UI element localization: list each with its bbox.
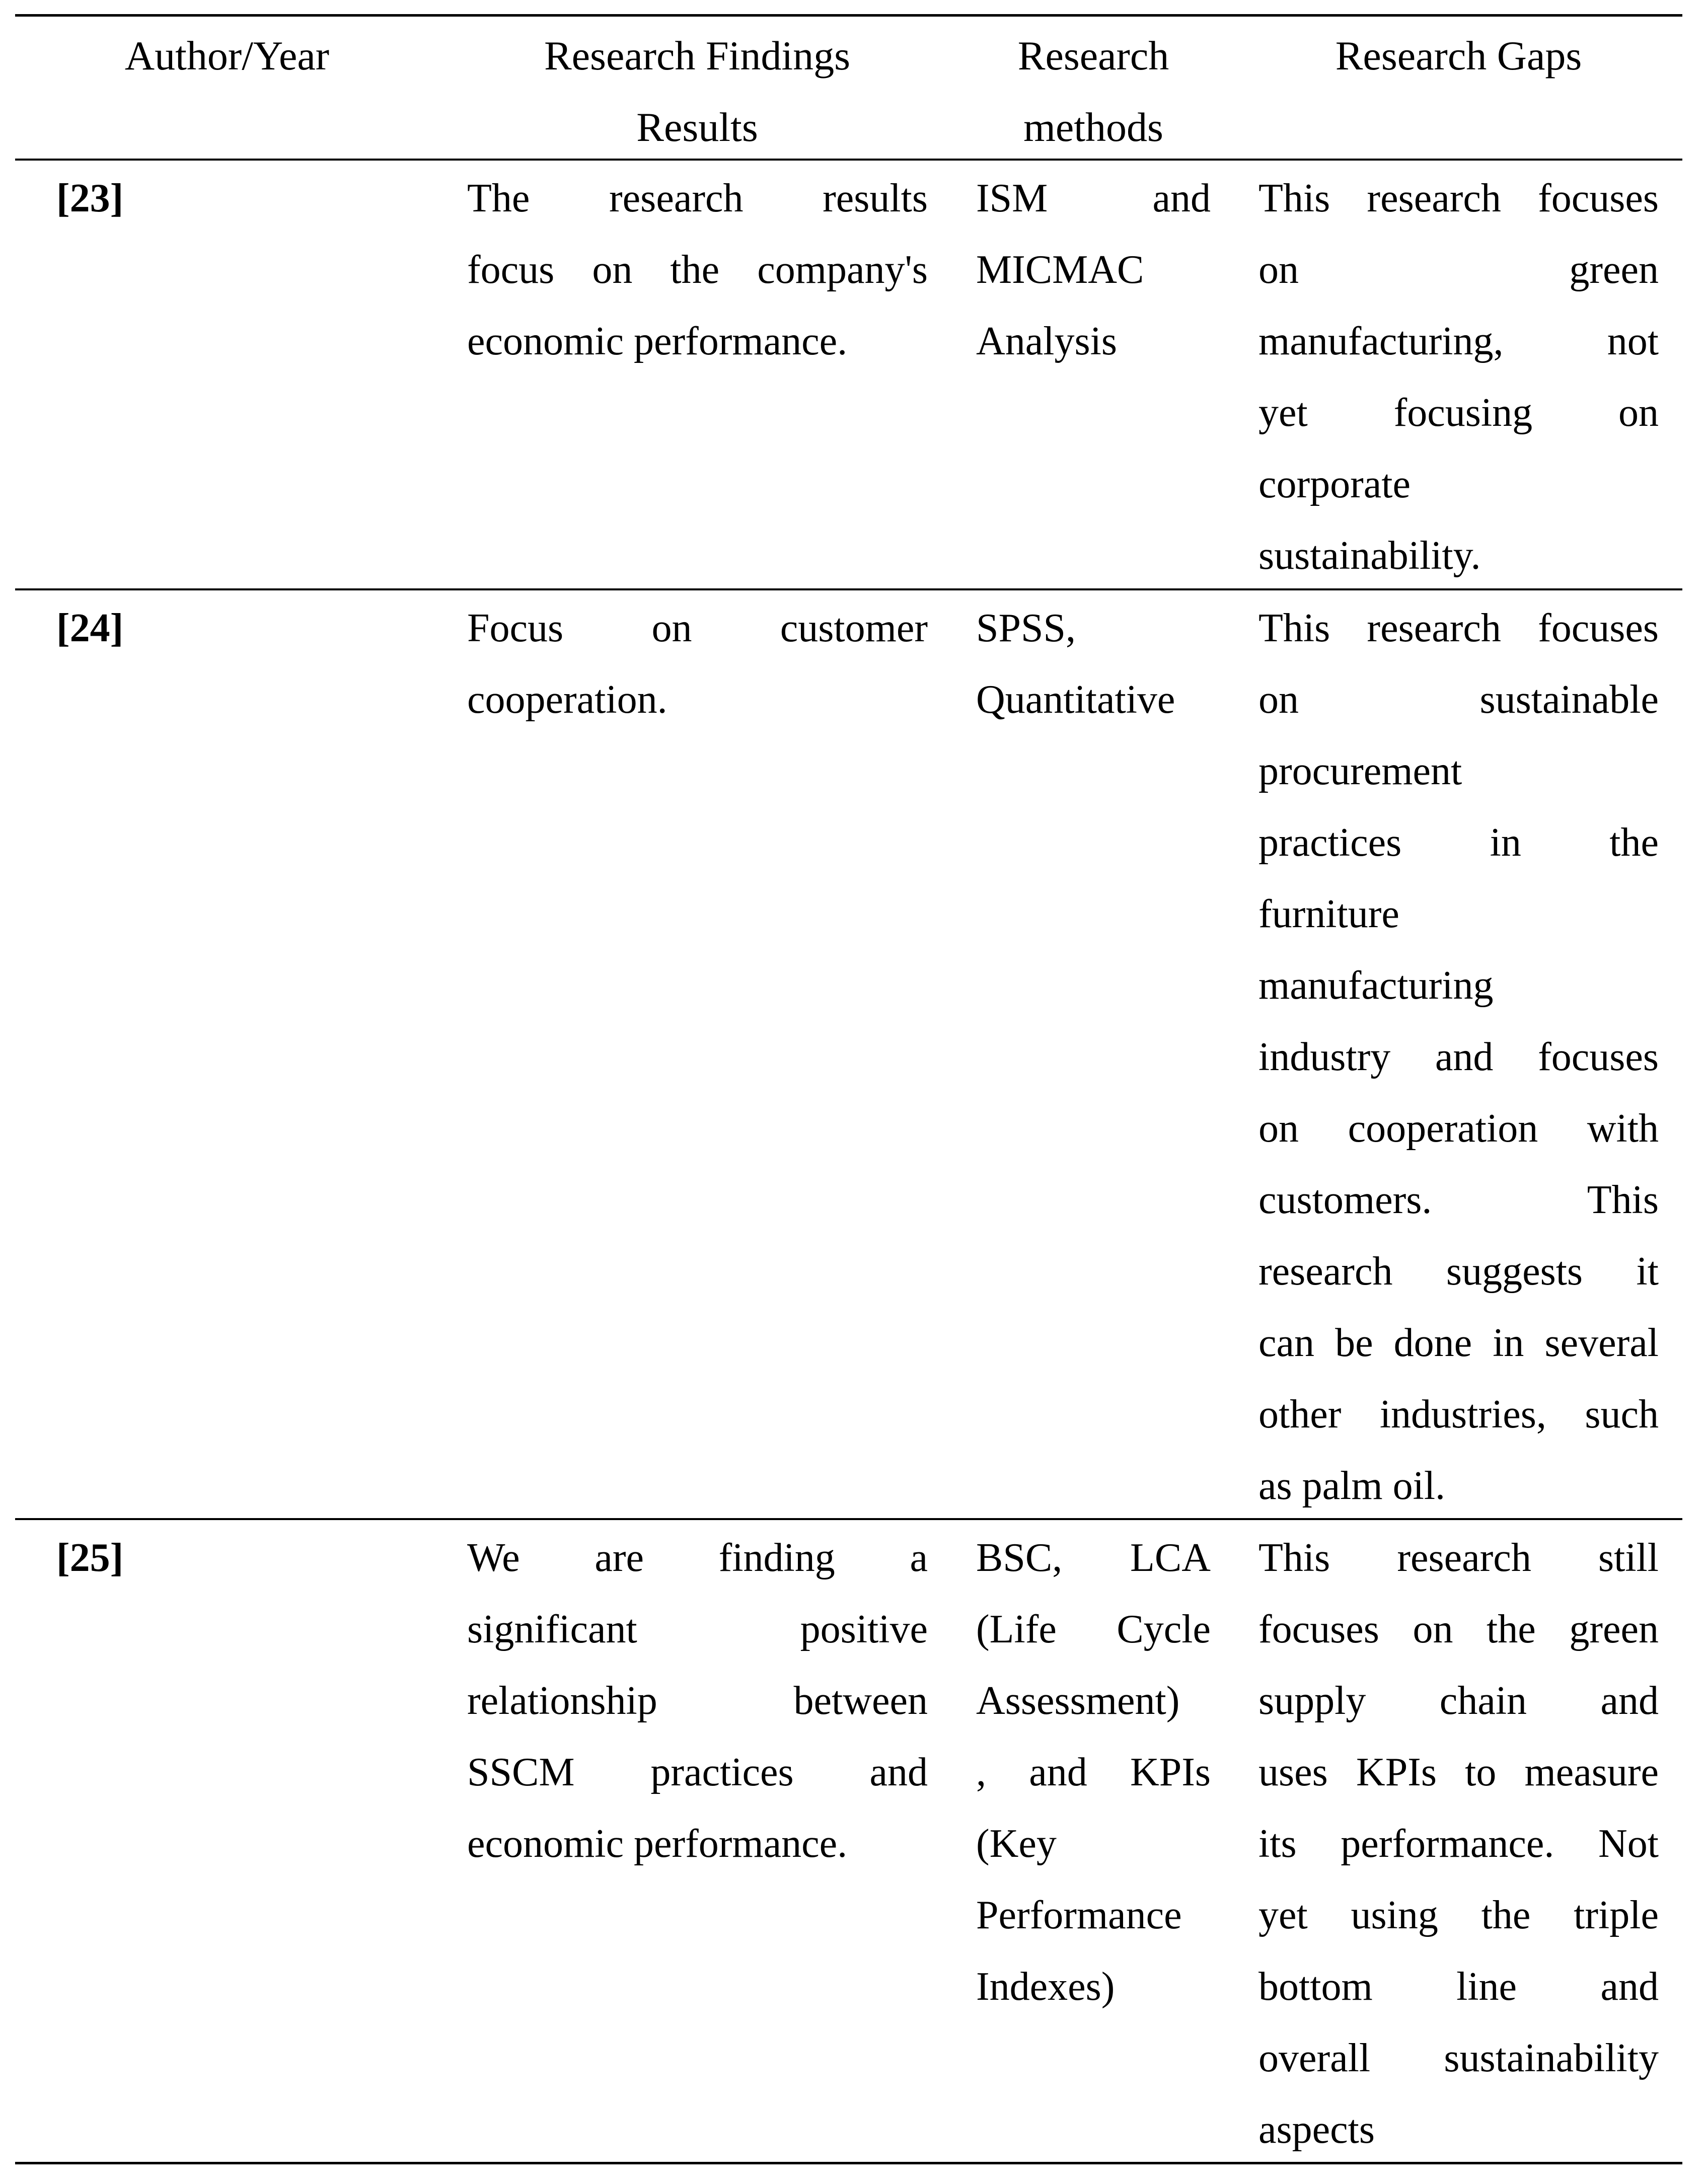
text-line: ISM and (976, 176, 1211, 220)
text-line: manufacturing (1258, 963, 1494, 1008)
text-line: Assessment) (976, 1679, 1180, 1723)
row-findings-cell (467, 592, 928, 735)
text-line: manufacturing, not (1258, 319, 1659, 363)
header-label: Research (1017, 33, 1169, 79)
reference-label: [23] (56, 176, 124, 220)
text-line: aspects (1258, 2107, 1375, 2152)
header-label: Author/Year (124, 33, 330, 79)
header-label: Research Findings (544, 33, 851, 79)
table-row-ref (56, 1522, 207, 1594)
text-line: Performance (976, 1893, 1182, 1937)
header-label: Results (636, 104, 758, 150)
header-author-year (15, 20, 439, 92)
text-line: economic performance. (467, 319, 848, 363)
row-findings-cell (467, 163, 928, 377)
text-line: significant positive (467, 1607, 928, 1651)
row-gaps-cell (1258, 592, 1659, 1522)
header-label: Research Gaps (1335, 33, 1582, 79)
text-line: can be done in several (1258, 1321, 1659, 1365)
table-top-rule (15, 14, 1682, 17)
text-line: on sustainable (1258, 677, 1659, 722)
text-line: (Life Cycle (976, 1607, 1211, 1651)
text-line: , and KPIs (976, 1750, 1211, 1794)
text-line: customers. This (1258, 1178, 1659, 1222)
text-line: Analysis (976, 319, 1117, 363)
table-row-ref (56, 592, 207, 664)
text-line: other industries, such (1258, 1392, 1659, 1437)
text-line: focus on the company's (467, 248, 928, 292)
text-line: Indexes) (976, 1965, 1115, 2009)
text-line: on green (1258, 248, 1659, 292)
text-line: The research results (467, 176, 928, 220)
text-line: MICMAC (976, 248, 1144, 292)
row-gaps-cell (1258, 1522, 1659, 2165)
header-research-gaps (1258, 20, 1659, 92)
text-line: This research focuses (1258, 606, 1659, 650)
text-line: as palm oil. (1258, 1464, 1446, 1508)
text-line: uses KPIs to measure (1258, 1750, 1659, 1794)
text-line: industry and focuses (1258, 1035, 1659, 1079)
text-line: Focus on customer (467, 606, 928, 650)
header-research-methods (976, 20, 1211, 163)
text-line: This research still (1258, 1536, 1659, 1580)
text-line: Quantitative (976, 677, 1175, 722)
text-line: sustainability. (1258, 534, 1481, 578)
text-line: practices in the (1258, 820, 1659, 865)
reference-label: [25] (56, 1536, 124, 1580)
text-line: BSC, LCA (976, 1536, 1211, 1580)
table-row-ref (56, 163, 207, 234)
text-line: yet focusing on (1258, 391, 1659, 435)
row-findings-cell (467, 1522, 928, 1879)
text-line: research suggests it (1258, 1249, 1659, 1294)
text-line: SSCM practices and (467, 1750, 928, 1794)
text-line: cooperation. (467, 677, 668, 722)
text-line: This research focuses (1258, 176, 1659, 220)
text-line: furniture (1258, 892, 1399, 936)
text-line: We are finding a (467, 1536, 928, 1580)
text-line: focuses on the green (1258, 1607, 1659, 1651)
reference-label: [24] (56, 606, 124, 650)
row-gaps-cell (1258, 163, 1659, 591)
text-line: supply chain and (1258, 1679, 1659, 1723)
text-line: corporate (1258, 462, 1411, 506)
text-line: its performance. Not (1258, 1822, 1659, 1866)
header-research-findings (443, 20, 951, 163)
text-line: SPSS, (976, 606, 1076, 650)
text-line: relationship between (467, 1679, 928, 1723)
text-line: on cooperation with (1258, 1106, 1659, 1151)
header-label: methods (1023, 104, 1163, 150)
text-line: procurement (1258, 749, 1462, 793)
text-line: bottom line and (1258, 1965, 1659, 2009)
text-line: economic performance. (467, 1822, 848, 1866)
text-line: (Key (976, 1822, 1057, 1866)
row-methods-cell (976, 592, 1211, 735)
row-methods-cell (976, 1522, 1211, 2022)
row-methods-cell (976, 163, 1211, 377)
text-line: yet using the triple (1258, 1893, 1659, 1937)
text-line: overall sustainability (1258, 2036, 1659, 2080)
